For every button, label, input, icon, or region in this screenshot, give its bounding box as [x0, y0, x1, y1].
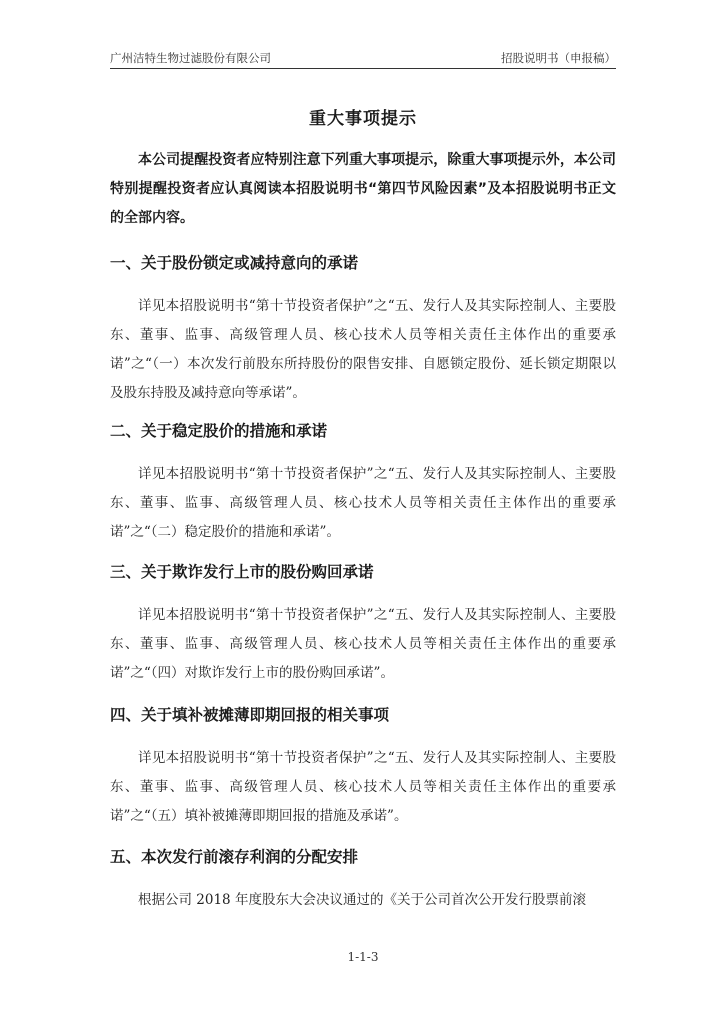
header-company: 广州洁特生物过滤股份有限公司 [110, 51, 271, 65]
section-4 [110, 704, 616, 831]
section-body: 详见本招股说明书“第十节投资者保护”之“五、发行人及其实际控制人、主要股东、董事、监事、高级管理人员、核心技术人员等相关责任主体作出的重要承诺”之“（四）对欺诈发行上市的股份购回承诺”。 [110, 607, 616, 681]
section-1 [110, 252, 616, 408]
page-title: 重大事项提示 [309, 109, 417, 129]
section-heading: 三、关于欺诈发行上市的股份购回承诺 [110, 563, 374, 581]
section-body: 详见本招股说明书“第十节投资者保护”之“五、发行人及其实际控制人、主要股东、董事、监事、高级管理人员、核心技术人员等相关责任主体作出的重要承诺”之“（五）填补被摊薄即期回报的措施及承诺”。 [110, 750, 616, 824]
page-number: 1-1-3 [347, 950, 379, 964]
section-body: 详见本招股说明书“第十节投资者保护”之“五、发行人及其实际控制人、主要股东、董事、监事、高级管理人员、核心技术人员等相关责任主体作出的重要承诺”之“（一）本次发行前股东所持股份的限售安排、自愿锁定股份、延长锁定期限以及股东持股及减持意向等承诺”。 [110, 298, 616, 401]
section-3 [110, 561, 616, 688]
section-heading: 一、关于股份锁定或减持意向的承诺 [110, 254, 359, 272]
section-heading: 五、本次发行前滚存利润的分配安排 [110, 848, 359, 866]
page-header [110, 48, 616, 69]
section-body: 根据公司 2018 年度股东大会决议通过的《关于公司首次公开发行股票前滚 [138, 892, 586, 908]
section-heading: 二、关于稳定股价的措施和承诺 [110, 422, 328, 440]
section-body: 详见本招股说明书“第十节投资者保护”之“五、发行人及其实际控制人、主要股东、董事、监事、高级管理人员、核心技术人员等相关责任主体作出的重要承诺”之“（二）稳定股价的措施和承诺”。 [110, 466, 616, 540]
section-heading: 四、关于填补被摊薄即期回报的相关事项 [110, 706, 390, 724]
section-5 [110, 846, 616, 915]
intro-paragraph: 本公司提醒投资者应特别注意下列重大事项提示，除重大事项提示外，本公司特别提醒投资者应认真阅读本招股说明书“第四节风险因素”及本招股说明书正文的全部内容。 [110, 152, 616, 226]
header-doc-type: 招股说明书（申报稿） [501, 51, 616, 65]
section-2 [110, 420, 616, 547]
